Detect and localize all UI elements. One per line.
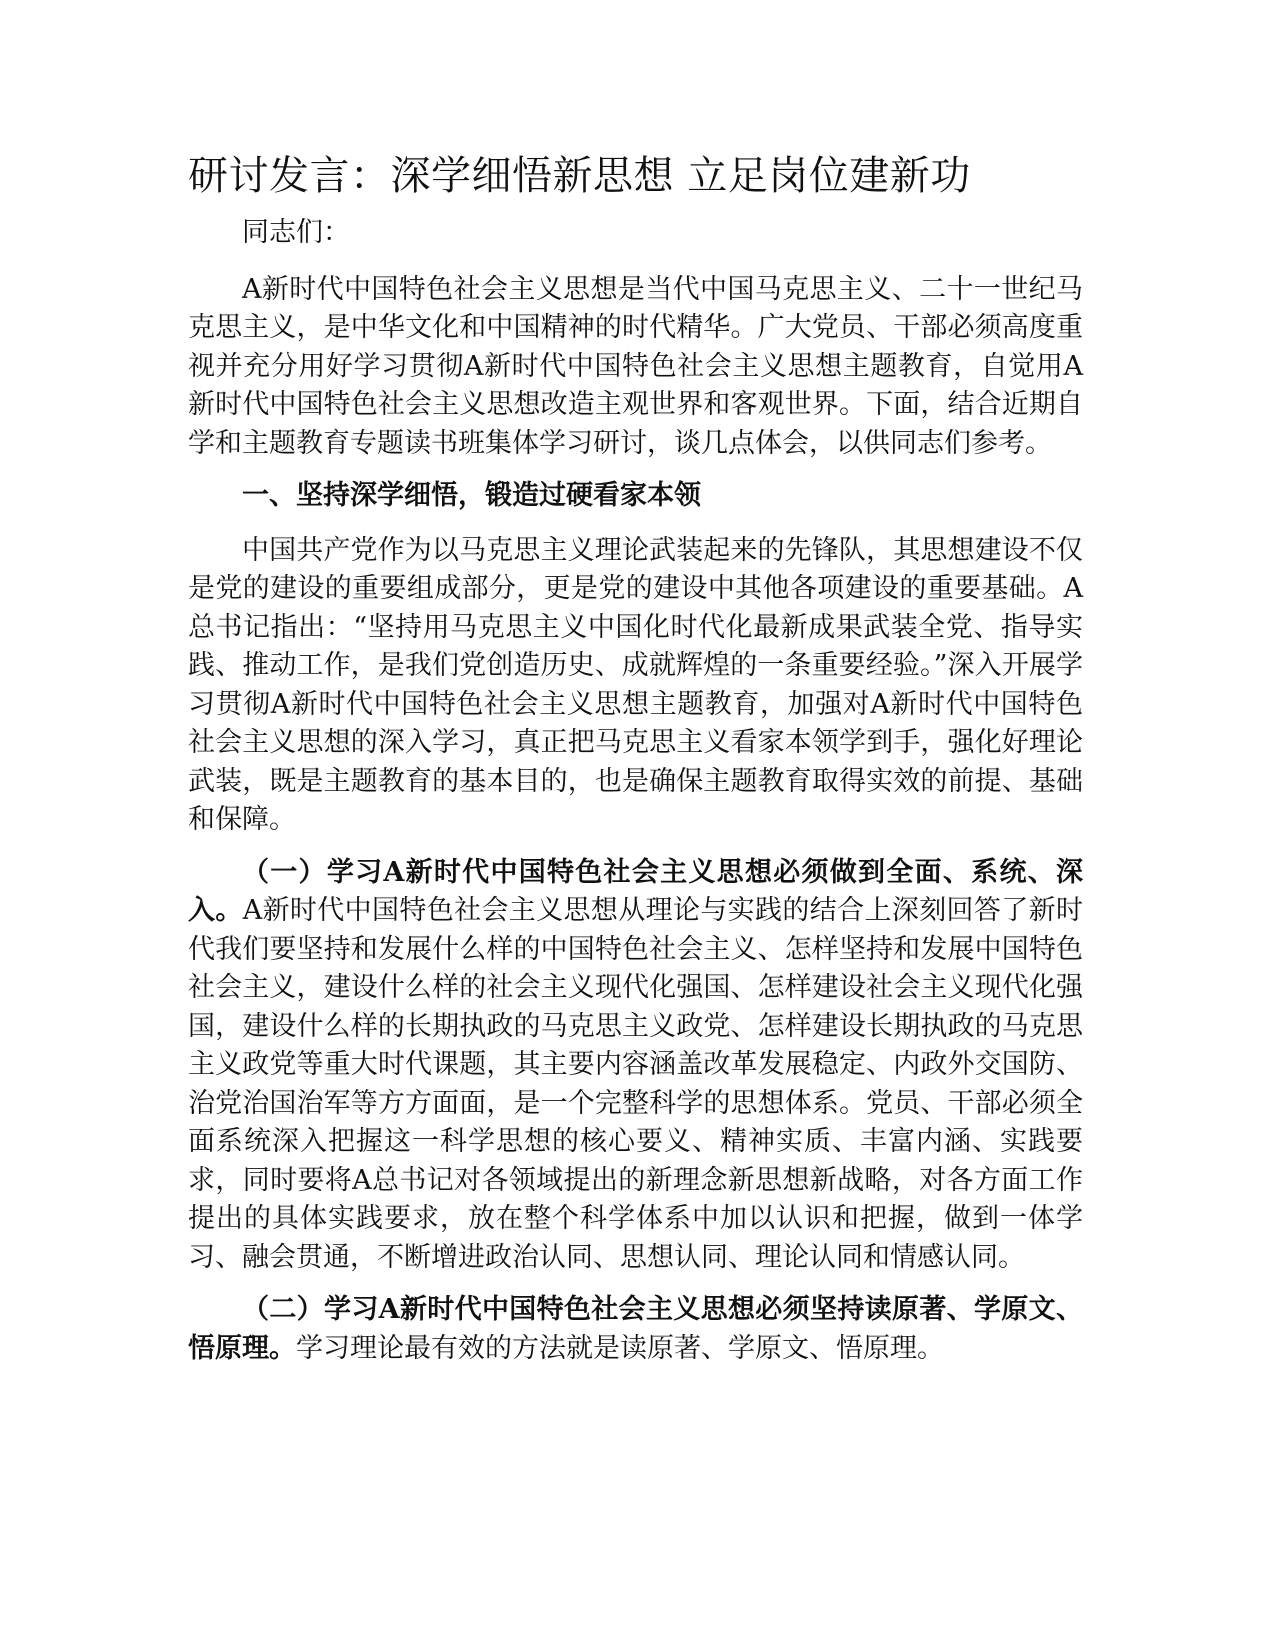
point-two-body: 学习理论最有效的方法就是读原著、学原文、悟原理。 [296, 1332, 944, 1364]
point-two-lead: （二）学习A新时代中国特色社会主义思想必须坚持读原著、学原文、悟原理。 [188, 1294, 1083, 1364]
intro-paragraph: A新时代中国特色社会主义思想是当代中国马克思主义、二十一世纪马克思主义，是中华文化和中国精神的时代精华。广大党员、干部必须高度重视并充分用好学习贯彻A新时代中国特色社会主义思想主题教育，自觉用A新时代中国特色社会主义思想改造主观世界和客观世界。下面，结合近期自学和主题教育专题读书班集体学习研讨，谈几点体会，以供同志们参考。 [188, 273, 1083, 459]
greeting: 同志们： [242, 217, 350, 248]
point-one-body: A新时代中国特色社会主义思想从理论与实践的结合上深刻回答了新时代我们要坚持和发展什么样的中国特色社会主义、怎样坚持和发展中国特色社会主义，建设什么样的社会主义现代化强国、怎样建设社会主义现代化强国，建设什么样的长期执政的马克思主义政党、怎样建设长期执政的马克思主义政党等重大时代课题，其主要内容涵盖改革发展稳定、内政外交国防、治党治国治军等方方面面，是一个完整科学的思想体系。党员、干部必须全面系统深入把握这一科学思想的核心要义、精神实质、丰富内涵、实践要求，同时要将A总书记对各领域提出的新理念新思想新战略，对各方面工作提出的具体实践要求，放在整个科学体系中加以认识和把握，做到一体学习、融会贯通，不断增进政治认同、思想认同、理论认同和情感认同。 [188, 895, 1083, 1273]
document-page [188, 148, 1083, 1382]
point-two-paragraph [188, 1291, 1083, 1368]
document-title: 研讨发言：深学细悟新思想 立足岗位建新功 [188, 153, 971, 199]
section-heading: 一、坚持深学细悟，锻造过硬看家本领 [242, 480, 701, 511]
section-body-paragraph: 中国共产党作为以马克思主义理论武装起来的先锋队，其思想建设不仅是党的建设的重要组成部分，更是党的建设中其他各项建设的重要基础。A总书记指出：“坚持用马克思主义中国化时代化最新成果武装全党、指导实践、推动工作，是我们党创造历史、成就辉煌的一条重要经验。”深入开展学习贯彻A新时代中国特色社会主义思想主题教育，加强对A新时代中国特色社会主义思想的深入学习，真正把马克思主义看家本领学到手，强化好理论武装，既是主题教育的基本目的，也是确保主题教育取得实效的前提、基础和保障。 [188, 534, 1083, 835]
point-one-paragraph [188, 854, 1083, 1278]
point-one-lead: （一）学习A新时代中国特色社会主义思想必须做到全面、系统、深入。 [188, 856, 1083, 926]
